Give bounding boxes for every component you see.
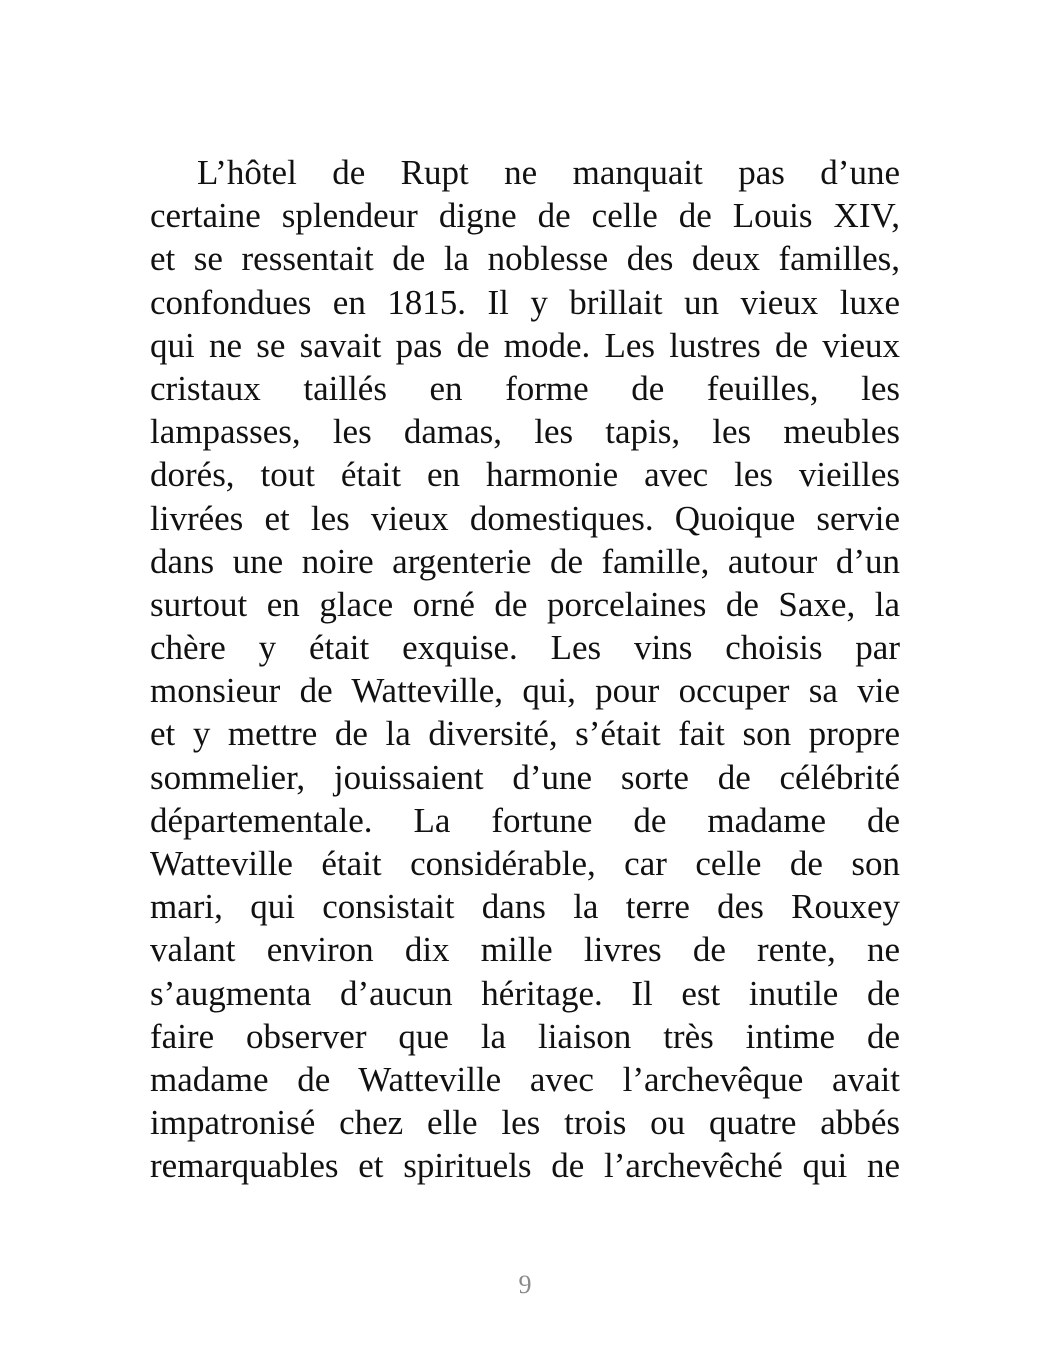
text-line: impatronisé chez elle les trois ou quatre abbés [150,1103,900,1143]
text-line: s’augmenta d’aucun héritage. Il est inutile de [150,973,900,1013]
text-line: et se ressentait de la noblesse des deux familles, [150,239,900,279]
text-line: certaine splendeur digne de celle de Louis XIV, [150,196,900,236]
text-line: L’hôtel de Rupt ne manquait pas d’une [197,153,900,192]
body-paragraph [150,151,900,1188]
page-number: 9 [518,1270,532,1299]
text-line: Watteville était considérable, car celle de son [150,844,900,883]
text-line: dans une noire argenterie de famille, autour d’un [150,541,900,581]
text-line: valant environ dix mille livres de rente, ne [150,930,900,970]
text-line: confondues en 1815. Il y brillait un vieux luxe [150,282,900,322]
text-line: qui ne se savait pas de mode. Les lustres de vieux [150,325,900,365]
text-line: faire observer que la liaison très intime de [150,1016,900,1056]
text-line: dorés, tout était en harmonie avec les vieilles [150,455,900,495]
text-line: livrées et les vieux domestiques. Quoique servie [150,498,900,538]
text-line: surtout en glace orné de porcelaines de Saxe, la [150,584,900,624]
text-line: lampasses, les damas, les tapis, les meubles [150,412,900,452]
text-line: départementale. La fortune de madame de [150,800,900,840]
text-line: cristaux taillés en forme de feuilles, les [150,368,900,408]
text-line: chère y était exquise. Les vins choisis par [150,628,900,668]
text-line: sommelier, jouissaient d’une sorte de célébrité [150,757,900,797]
text-line: mari, qui consistait dans la terre des Rouxey [150,887,900,927]
text-line: et y mettre de la diversité, s’était fait son propre [150,714,900,754]
text-line: monsieur de Watteville, qui, pour occuper sa vie [150,671,900,711]
text-line: remarquables et spirituels de l’archevêché qui ne [150,1146,900,1186]
text-line: madame de Watteville avec l’archevêque avait [150,1059,900,1099]
